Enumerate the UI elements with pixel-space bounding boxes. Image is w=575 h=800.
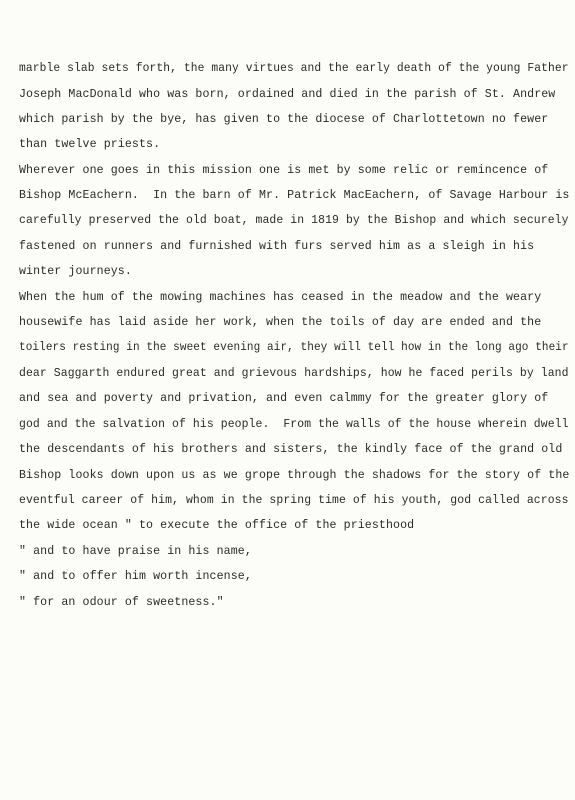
text-line: When the hum of the mowing machines has ceased in the meadow and the weary [19, 291, 542, 304]
text-line: marble slab sets forth, the many virtues and the early death of the young Father [19, 62, 569, 75]
text-line: god and the salvation of his people. From the walls of the house wherein dwell [19, 418, 569, 431]
text-line: winter journeys. [19, 265, 132, 278]
text-line: toilers resting in the sweet evening air, they will tell how in the long ago their [19, 341, 569, 354]
text-line: and sea and poverty and privation, and even calmmy for the greater glory of [19, 392, 549, 405]
text-line: carefully preserved the old boat, made in 1819 by the Bishop and which securely [19, 214, 569, 227]
text-line: eventful career of him, whom in the spring time of his youth, god called across [19, 494, 569, 507]
text-line: Bishop looks down upon us as we grope through the shadows for the story of the [19, 469, 570, 482]
text-line: " and to have praise in his name, [19, 545, 252, 558]
text-line: dear Saggarth endured great and grievous hardships, how he faced perils by land [19, 367, 569, 380]
text-line: " and to offer him worth incense, [19, 570, 252, 583]
text-line: the wide ocean " to execute the office of the priesthood [19, 519, 415, 532]
text-line: Wherever one goes in this mission one is met by some relic or remincence of [19, 164, 549, 177]
text-line: the descendants of his brothers and sisters, the kindly face of the grand old [19, 443, 563, 456]
text-line: Joseph MacDonald who was born, ordained and died in the parish of St. Andrew [19, 88, 556, 101]
text-line: Bishop McEachern. In the barn of Mr. Patrick MacEachern, of Savage Harbour is [19, 189, 570, 202]
text-line: fastened on runners and furnished with furs served him as a sleigh in his [19, 240, 535, 253]
text-line: which parish by the bye, has given to the diocese of Charlottetown no fewer [19, 113, 549, 126]
text-line: housewife has laid aside her work, when the toils of day are ended and the [19, 316, 542, 329]
text-line: than twelve priests. [19, 138, 161, 151]
text-line: " for an odour of sweetness." [19, 596, 224, 609]
